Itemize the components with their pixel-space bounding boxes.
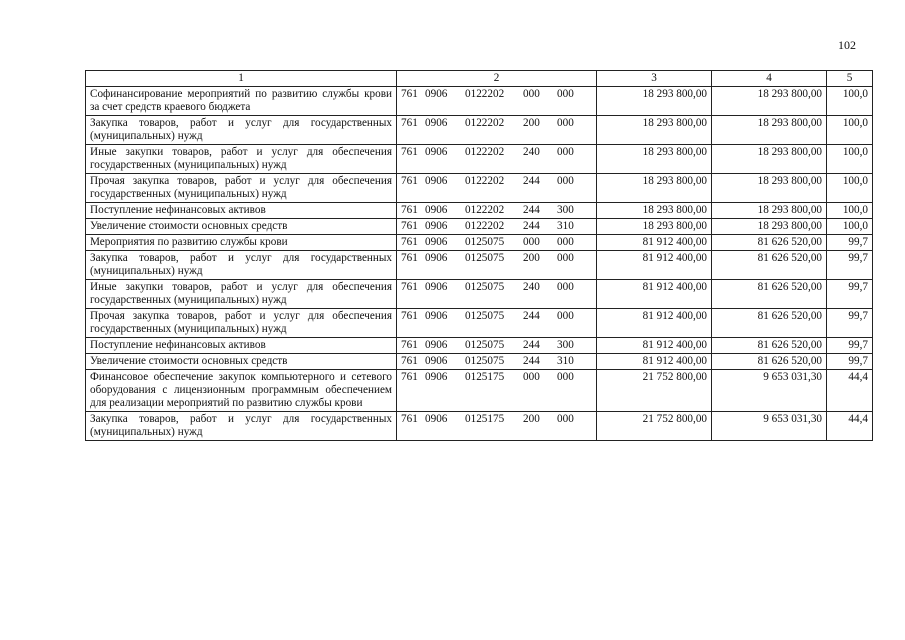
code-expense: 200 xyxy=(523,117,540,129)
code-expense: 200 xyxy=(523,413,540,425)
table-row xyxy=(86,116,873,145)
code-kosgu: 000 xyxy=(557,310,574,322)
row-actual-amount: 18 293 800,00 xyxy=(712,87,827,116)
row-actual-amount: 9 653 031,30 xyxy=(712,412,827,441)
header-row xyxy=(86,71,873,87)
code-org: 761 xyxy=(401,371,418,383)
row-percent: 44,4 xyxy=(827,412,873,441)
row-percent: 100,0 xyxy=(827,116,873,145)
row-percent: 99,7 xyxy=(827,309,873,338)
header-col-2: 2 xyxy=(397,71,597,87)
table-row xyxy=(86,412,873,441)
row-plan-amount: 18 293 800,00 xyxy=(597,174,712,203)
code-article: 0122202 xyxy=(465,220,505,232)
code-org: 761 xyxy=(401,236,418,248)
row-percent: 100,0 xyxy=(827,87,873,116)
code-kosgu: 300 xyxy=(557,339,574,351)
row-plan-amount: 81 912 400,00 xyxy=(597,338,712,354)
row-name: Поступление нефинансовых активов xyxy=(86,338,397,354)
code-article: 0125075 xyxy=(465,310,505,322)
code-kosgu: 000 xyxy=(557,146,574,158)
code-org: 761 xyxy=(401,310,418,322)
row-actual-amount: 81 626 520,00 xyxy=(712,309,827,338)
row-name: Прочая закупка товаров, работ и услуг для обеспечения государственных (муниципальных) нужд xyxy=(86,174,397,203)
row-percent: 44,4 xyxy=(827,370,873,412)
code-expense: 244 xyxy=(523,310,540,322)
code-kosgu: 000 xyxy=(557,117,574,129)
table-row xyxy=(86,203,873,219)
page-number: 102 xyxy=(838,38,856,52)
table-row xyxy=(86,235,873,251)
table-row xyxy=(86,174,873,203)
row-percent: 99,7 xyxy=(827,338,873,354)
code-org: 761 xyxy=(401,413,418,425)
code-org: 761 xyxy=(401,117,418,129)
code-section: 0906 xyxy=(425,339,448,351)
code-article: 0125175 xyxy=(465,371,505,383)
row-name: Иные закупки товаров, работ и услуг для обеспечения государственных (муниципальных) нужд xyxy=(86,145,397,174)
code-org: 761 xyxy=(401,146,418,158)
row-code xyxy=(397,370,597,412)
row-name: Увеличение стоимости основных средств xyxy=(86,354,397,370)
budget-table xyxy=(85,70,873,441)
code-org: 761 xyxy=(401,281,418,293)
row-actual-amount: 18 293 800,00 xyxy=(712,219,827,235)
row-name: Увеличение стоимости основных средств xyxy=(86,219,397,235)
code-section: 0906 xyxy=(425,252,448,264)
row-actual-amount: 81 626 520,00 xyxy=(712,280,827,309)
row-code xyxy=(397,280,597,309)
code-section: 0906 xyxy=(425,175,448,187)
row-name: Финансовое обеспечение закупок компьютерного и сетевого оборудования с лицензионным программным обеспечением для реализации мероприятий по развитию службы крови xyxy=(86,370,397,412)
row-percent: 99,7 xyxy=(827,235,873,251)
code-kosgu: 310 xyxy=(557,220,574,232)
row-actual-amount: 81 626 520,00 xyxy=(712,251,827,280)
code-section: 0906 xyxy=(425,413,448,425)
header-col-1: 1 xyxy=(86,71,397,87)
header-col-3: 3 xyxy=(597,71,712,87)
code-section: 0906 xyxy=(425,236,448,248)
row-code xyxy=(397,309,597,338)
code-org: 761 xyxy=(401,252,418,264)
row-name: Мероприятия по развитию службы крови xyxy=(86,235,397,251)
code-section: 0906 xyxy=(425,310,448,322)
code-kosgu: 000 xyxy=(557,175,574,187)
row-percent: 99,7 xyxy=(827,354,873,370)
code-kosgu: 000 xyxy=(557,88,574,100)
code-section: 0906 xyxy=(425,117,448,129)
code-expense: 240 xyxy=(523,146,540,158)
row-name: Закупка товаров, работ и услуг для государственных (муниципальных) нужд xyxy=(86,412,397,441)
code-article: 0125075 xyxy=(465,236,505,248)
code-section: 0906 xyxy=(425,281,448,293)
code-org: 761 xyxy=(401,204,418,216)
code-expense: 200 xyxy=(523,252,540,264)
row-percent: 99,7 xyxy=(827,280,873,309)
code-section: 0906 xyxy=(425,355,448,367)
row-name: Поступление нефинансовых активов xyxy=(86,203,397,219)
code-org: 761 xyxy=(401,339,418,351)
row-actual-amount: 18 293 800,00 xyxy=(712,203,827,219)
code-article: 0125075 xyxy=(465,252,505,264)
row-percent: 100,0 xyxy=(827,203,873,219)
table-row xyxy=(86,370,873,412)
row-plan-amount: 81 912 400,00 xyxy=(597,251,712,280)
code-article: 0125075 xyxy=(465,281,505,293)
code-section: 0906 xyxy=(425,204,448,216)
row-code xyxy=(397,412,597,441)
code-kosgu: 000 xyxy=(557,252,574,264)
row-percent: 100,0 xyxy=(827,174,873,203)
table-row xyxy=(86,219,873,235)
table-row xyxy=(86,280,873,309)
code-expense: 000 xyxy=(523,88,540,100)
row-code xyxy=(397,145,597,174)
row-percent: 100,0 xyxy=(827,145,873,174)
row-plan-amount: 81 912 400,00 xyxy=(597,309,712,338)
row-code xyxy=(397,338,597,354)
code-expense: 244 xyxy=(523,220,540,232)
row-actual-amount: 9 653 031,30 xyxy=(712,370,827,412)
row-plan-amount: 18 293 800,00 xyxy=(597,116,712,145)
code-article: 0125175 xyxy=(465,413,505,425)
header-col-4: 4 xyxy=(712,71,827,87)
row-name: Закупка товаров, работ и услуг для государственных (муниципальных) нужд xyxy=(86,251,397,280)
row-percent: 100,0 xyxy=(827,219,873,235)
code-article: 0122202 xyxy=(465,117,505,129)
code-expense: 244 xyxy=(523,204,540,216)
code-expense: 244 xyxy=(523,339,540,351)
row-code xyxy=(397,116,597,145)
row-code xyxy=(397,354,597,370)
code-section: 0906 xyxy=(425,220,448,232)
row-plan-amount: 18 293 800,00 xyxy=(597,87,712,116)
code-expense: 244 xyxy=(523,355,540,367)
table-header xyxy=(86,71,873,87)
row-percent: 99,7 xyxy=(827,251,873,280)
row-code xyxy=(397,235,597,251)
table-row xyxy=(86,338,873,354)
row-code xyxy=(397,174,597,203)
table-body xyxy=(86,87,873,441)
row-plan-amount: 18 293 800,00 xyxy=(597,219,712,235)
code-kosgu: 300 xyxy=(557,204,574,216)
row-actual-amount: 18 293 800,00 xyxy=(712,116,827,145)
table-row xyxy=(86,354,873,370)
row-name: Закупка товаров, работ и услуг для государственных (муниципальных) нужд xyxy=(86,116,397,145)
row-code xyxy=(397,203,597,219)
code-expense: 240 xyxy=(523,281,540,293)
code-expense: 000 xyxy=(523,371,540,383)
table-row xyxy=(86,309,873,338)
row-code xyxy=(397,251,597,280)
row-plan-amount: 81 912 400,00 xyxy=(597,235,712,251)
code-section: 0906 xyxy=(425,371,448,383)
row-actual-amount: 18 293 800,00 xyxy=(712,145,827,174)
code-org: 761 xyxy=(401,355,418,367)
code-org: 761 xyxy=(401,88,418,100)
code-org: 761 xyxy=(401,175,418,187)
row-code xyxy=(397,87,597,116)
code-article: 0122202 xyxy=(465,88,505,100)
row-name: Софинансирование мероприятий по развитию службы крови за счет средств краевого бюджета xyxy=(86,87,397,116)
row-plan-amount: 81 912 400,00 xyxy=(597,280,712,309)
code-kosgu: 000 xyxy=(557,281,574,293)
row-plan-amount: 18 293 800,00 xyxy=(597,203,712,219)
table-row xyxy=(86,145,873,174)
code-article: 0125075 xyxy=(465,339,505,351)
code-article: 0125075 xyxy=(465,355,505,367)
table-row xyxy=(86,87,873,116)
code-kosgu: 310 xyxy=(557,355,574,367)
row-plan-amount: 21 752 800,00 xyxy=(597,370,712,412)
code-article: 0122202 xyxy=(465,175,505,187)
table-row xyxy=(86,251,873,280)
row-plan-amount: 21 752 800,00 xyxy=(597,412,712,441)
row-actual-amount: 81 626 520,00 xyxy=(712,338,827,354)
code-expense: 000 xyxy=(523,236,540,248)
row-actual-amount: 81 626 520,00 xyxy=(712,354,827,370)
code-expense: 244 xyxy=(523,175,540,187)
row-code xyxy=(397,219,597,235)
header-col-5: 5 xyxy=(827,71,873,87)
row-name: Иные закупки товаров, работ и услуг для обеспечения государственных (муниципальных) нужд xyxy=(86,280,397,309)
code-kosgu: 000 xyxy=(557,236,574,248)
row-plan-amount: 18 293 800,00 xyxy=(597,145,712,174)
code-section: 0906 xyxy=(425,146,448,158)
row-name: Прочая закупка товаров, работ и услуг для обеспечения государственных (муниципальных) нужд xyxy=(86,309,397,338)
row-plan-amount: 81 912 400,00 xyxy=(597,354,712,370)
code-kosgu: 000 xyxy=(557,371,574,383)
code-org: 761 xyxy=(401,220,418,232)
row-actual-amount: 18 293 800,00 xyxy=(712,174,827,203)
row-actual-amount: 81 626 520,00 xyxy=(712,235,827,251)
code-kosgu: 000 xyxy=(557,413,574,425)
code-article: 0122202 xyxy=(465,146,505,158)
code-article: 0122202 xyxy=(465,204,505,216)
code-section: 0906 xyxy=(425,88,448,100)
